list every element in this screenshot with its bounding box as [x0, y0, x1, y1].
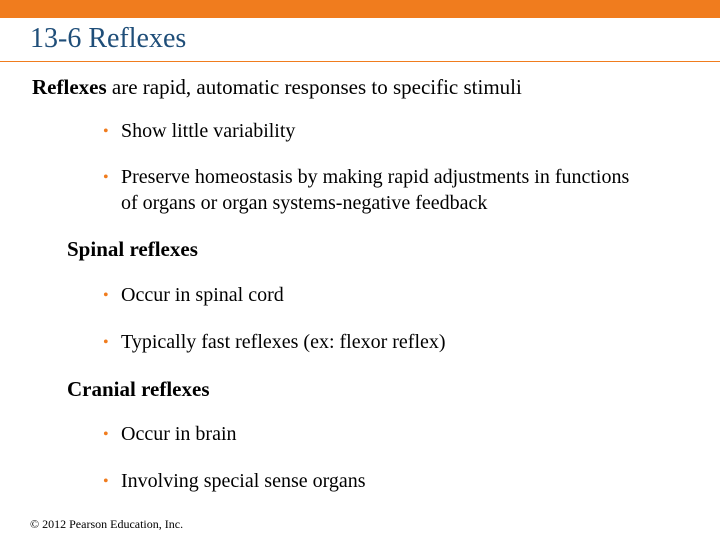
slide-title: 13-6 Reflexes [30, 23, 187, 54]
bullet-marker: • [103, 473, 109, 490]
bullet-text: Occur in spinal cord [121, 284, 284, 306]
bullet-marker: • [103, 334, 109, 351]
bullet-text: Occur in brain [121, 423, 237, 445]
bullet-marker: • [103, 123, 109, 140]
bullet-marker: • [103, 169, 109, 186]
intro-rest: are rapid, automatic responses to specific stimuli [106, 75, 522, 99]
intro-lead: Reflexes [32, 75, 107, 99]
section-heading-cranial: Cranial reflexes [67, 377, 210, 401]
title-divider [0, 61, 720, 62]
bullet-text: Typically fast reflexes (ex: flexor reflex) [121, 331, 446, 353]
section-heading-spinal: Spinal reflexes [67, 237, 198, 261]
intro-line [32, 73, 522, 101]
bullet-marker: • [103, 287, 109, 304]
bullet-marker: • [103, 426, 109, 443]
bullet-text: Preserve homeostasis by making rapid adjustments in functions of organs or organ systems-negative feedback [121, 166, 630, 214]
copyright-footer: © 2012 Pearson Education, Inc. [30, 517, 184, 531]
top-accent-bar [0, 0, 720, 18]
bullet-text: Show little variability [121, 120, 296, 142]
bullet-text: Involving special sense organs [121, 470, 366, 492]
